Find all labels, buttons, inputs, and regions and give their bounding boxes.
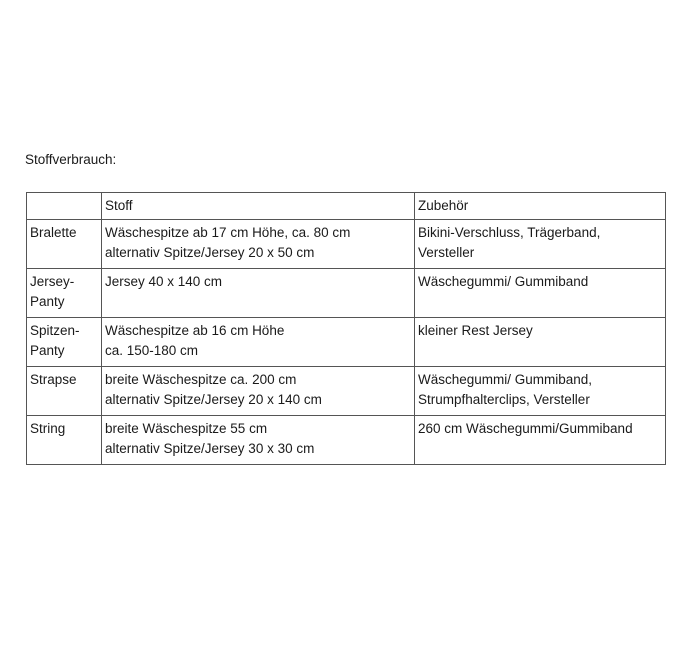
section-heading: Stoffverbrauch: (25, 152, 117, 167)
cell-line: Wäschespitze ab 17 cm Höhe, ca. 80 cm (105, 225, 351, 240)
cell-line: Strapse (30, 372, 77, 387)
cell-line: 260 cm Wäschegummi/Gummiband (418, 421, 633, 436)
cell-stoff (102, 220, 415, 269)
cell-zubehoer (415, 220, 666, 269)
cell-line: Versteller (418, 245, 475, 260)
cell-line: Panty (30, 294, 65, 309)
cell-line: Bralette (30, 225, 77, 240)
cell-stoff (102, 318, 415, 367)
cell-zubehoer (415, 367, 666, 416)
cell-zubehoer (415, 269, 666, 318)
table-row-strapse (27, 367, 666, 416)
cell-line: Wäschegummi/ Gummiband, (418, 372, 593, 387)
cell-line: breite Wäschespitze ca. 200 cm (105, 372, 297, 387)
table-header-row (27, 193, 666, 220)
cell-line: ca. 150-180 cm (105, 343, 199, 358)
header-stoff: Stoff (102, 193, 415, 220)
table-row-bralette (27, 220, 666, 269)
cell-line: Jersey- (30, 274, 75, 289)
cell-line: breite Wäschespitze 55 cm (105, 421, 268, 436)
cell-item (27, 318, 102, 367)
cell-line: Wäschegummi/ Gummiband (418, 274, 589, 289)
cell-line: kleiner Rest Jersey (418, 323, 533, 338)
cell-zubehoer (415, 416, 666, 465)
cell-line: Spitzen- (30, 323, 80, 338)
cell-line: String (30, 421, 66, 436)
cell-line: Jersey 40 x 140 cm (105, 274, 223, 289)
cell-line: alternativ Spitze/Jersey 20 x 140 cm (105, 392, 322, 407)
header-item (27, 193, 102, 220)
cell-item (27, 416, 102, 465)
cell-stoff (102, 416, 415, 465)
cell-line: Strumpfhalterclips, Versteller (418, 392, 590, 407)
header-zubehoer: Zubehör (415, 193, 666, 220)
table-row-string (27, 416, 666, 465)
fabric-consumption-table (26, 192, 666, 465)
cell-item (27, 269, 102, 318)
table-row-jersey-panty (27, 269, 666, 318)
cell-line: Wäschespitze ab 16 cm Höhe (105, 323, 285, 338)
cell-stoff (102, 269, 415, 318)
cell-item (27, 220, 102, 269)
cell-zubehoer (415, 318, 666, 367)
cell-line: alternativ Spitze/Jersey 30 x 30 cm (105, 441, 315, 456)
cell-line: Panty (30, 343, 65, 358)
table-row-spitzen-panty (27, 318, 666, 367)
cell-item (27, 367, 102, 416)
cell-line: Bikini-Verschluss, Trägerband, (418, 225, 601, 240)
cell-line: alternativ Spitze/Jersey 20 x 50 cm (105, 245, 315, 260)
cell-stoff (102, 367, 415, 416)
